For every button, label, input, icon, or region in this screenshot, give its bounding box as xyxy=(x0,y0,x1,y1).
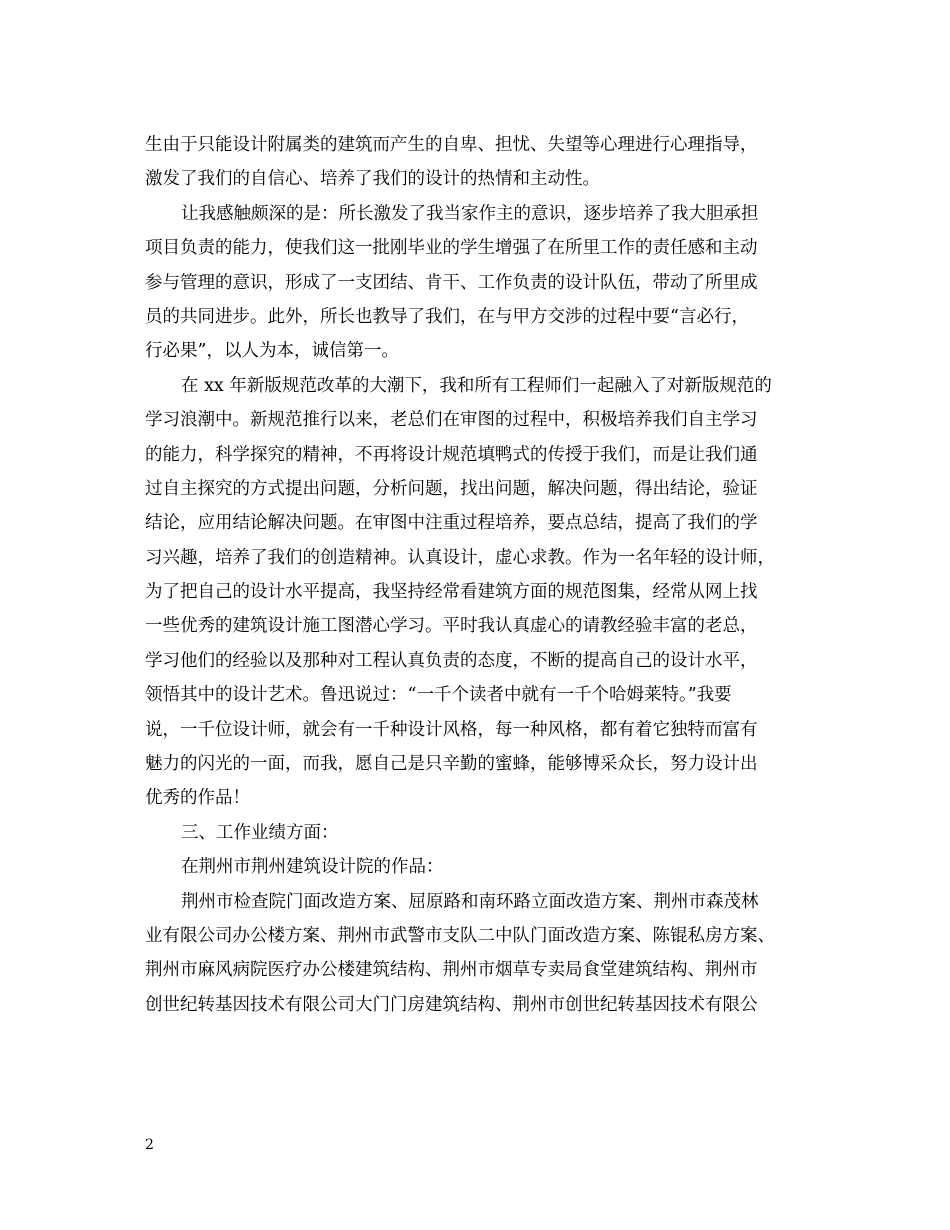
paragraph-first-line: 在 xx 年新版规范改革的大潮下，我和所有工程师们一起融入了对新版规范的 xyxy=(181,375,772,396)
paragraph-first-line: 荆州市检查院门面改造方案、屈原路和南环路立面改造方案、荆州市森茂林 xyxy=(181,891,759,912)
text-line: 结论，应用结论解决问题。在审图中注重过程培养，要点总结，提高了我们的学 xyxy=(145,513,758,534)
section-heading: 三、工作业绩方面： xyxy=(181,822,339,843)
text-line: 一些优秀的建筑设计施工图潜心学习。平时我认真虚心的请教经验丰富的老总， xyxy=(145,616,758,637)
paragraph-first-line: 让我感触颇深的是：所长激发了我当家作主的意识，逐步培养了我大胆承担 xyxy=(181,203,759,224)
text-line: 为了把自己的设计水平提高，我坚持经常看建筑方面的规范图集，经常从网上找 xyxy=(145,582,758,603)
text-line: 生由于只能设计附属类的建筑而产生的自卑、担忧、失望等心理进行心理指导， xyxy=(145,135,758,155)
text-line: 参与管理的意识，形成了一支团结、肯干、工作负责的设计队伍，带动了所里成 xyxy=(145,272,758,293)
text-line: 过自主探究的方式提出问题，分析问题，找出问题，解决问题，得出结论，验证 xyxy=(145,478,758,499)
text-line: 创世纪转基因技术有限公司大门门房建筑结构、荆州市创世纪转基因技术有限公 xyxy=(145,994,758,1015)
text-line: 项目负责的能力，使我们这一批刚毕业的学生增强了在所里工作的责任感和主动 xyxy=(145,238,758,259)
text-line: 习兴趣，培养了我们的创造精神。认真设计，虚心求教。作为一名年轻的设计师， xyxy=(145,547,775,568)
text-line: 员的共同进步。此外，所长也教导了我们，在与甲方交涉的过程中要“言必行， xyxy=(145,306,749,327)
text-line: 说，一千位设计师，就会有一千种设计风格，每一种风格，都有着它独特而富有 xyxy=(145,719,758,740)
text-line: 领悟其中的设计艺术。鲁迅说过：“一千个读者中就有一千个哈姆莱特。”我要 xyxy=(145,685,732,706)
text-line: 魅力的闪光的一面，而我，愿自己是只辛勤的蜜蜂，能够博采众长，努力设计出 xyxy=(145,754,758,775)
text-line: 优秀的作品！ xyxy=(145,788,250,809)
paragraph-first-line: 在荆州市荆州建筑设计院的作品： xyxy=(181,857,444,878)
text-line: 激发了我们的自信心、培养了我们的设计的热情和主动性。 xyxy=(145,169,600,190)
page-number: 2 xyxy=(145,1137,154,1153)
text-line: 学习浪潮中。新规范推行以来，老总们在审图的过程中，积极培养我们自主学习 xyxy=(145,410,758,431)
text-line: 荆州市麻风病院医疗办公楼建筑结构、荆州市烟草专卖局食堂建筑结构、荆州市 xyxy=(145,960,758,981)
text-line: 行必果”，以人为本，诚信第一。 xyxy=(145,341,399,362)
text-line: 学习他们的经验以及那种对工程认真负责的态度，不断的提高自己的设计水平， xyxy=(145,650,758,671)
text-line: 的能力，科学探究的精神，不再将设计规范填鸭式的传授于我们，而是让我们通 xyxy=(145,444,758,465)
body-text xyxy=(145,128,815,1022)
text-line: 业有限公司办公楼方案、荆州市武警市支队二中队门面改造方案、陈锟私房方案、 xyxy=(145,925,775,946)
